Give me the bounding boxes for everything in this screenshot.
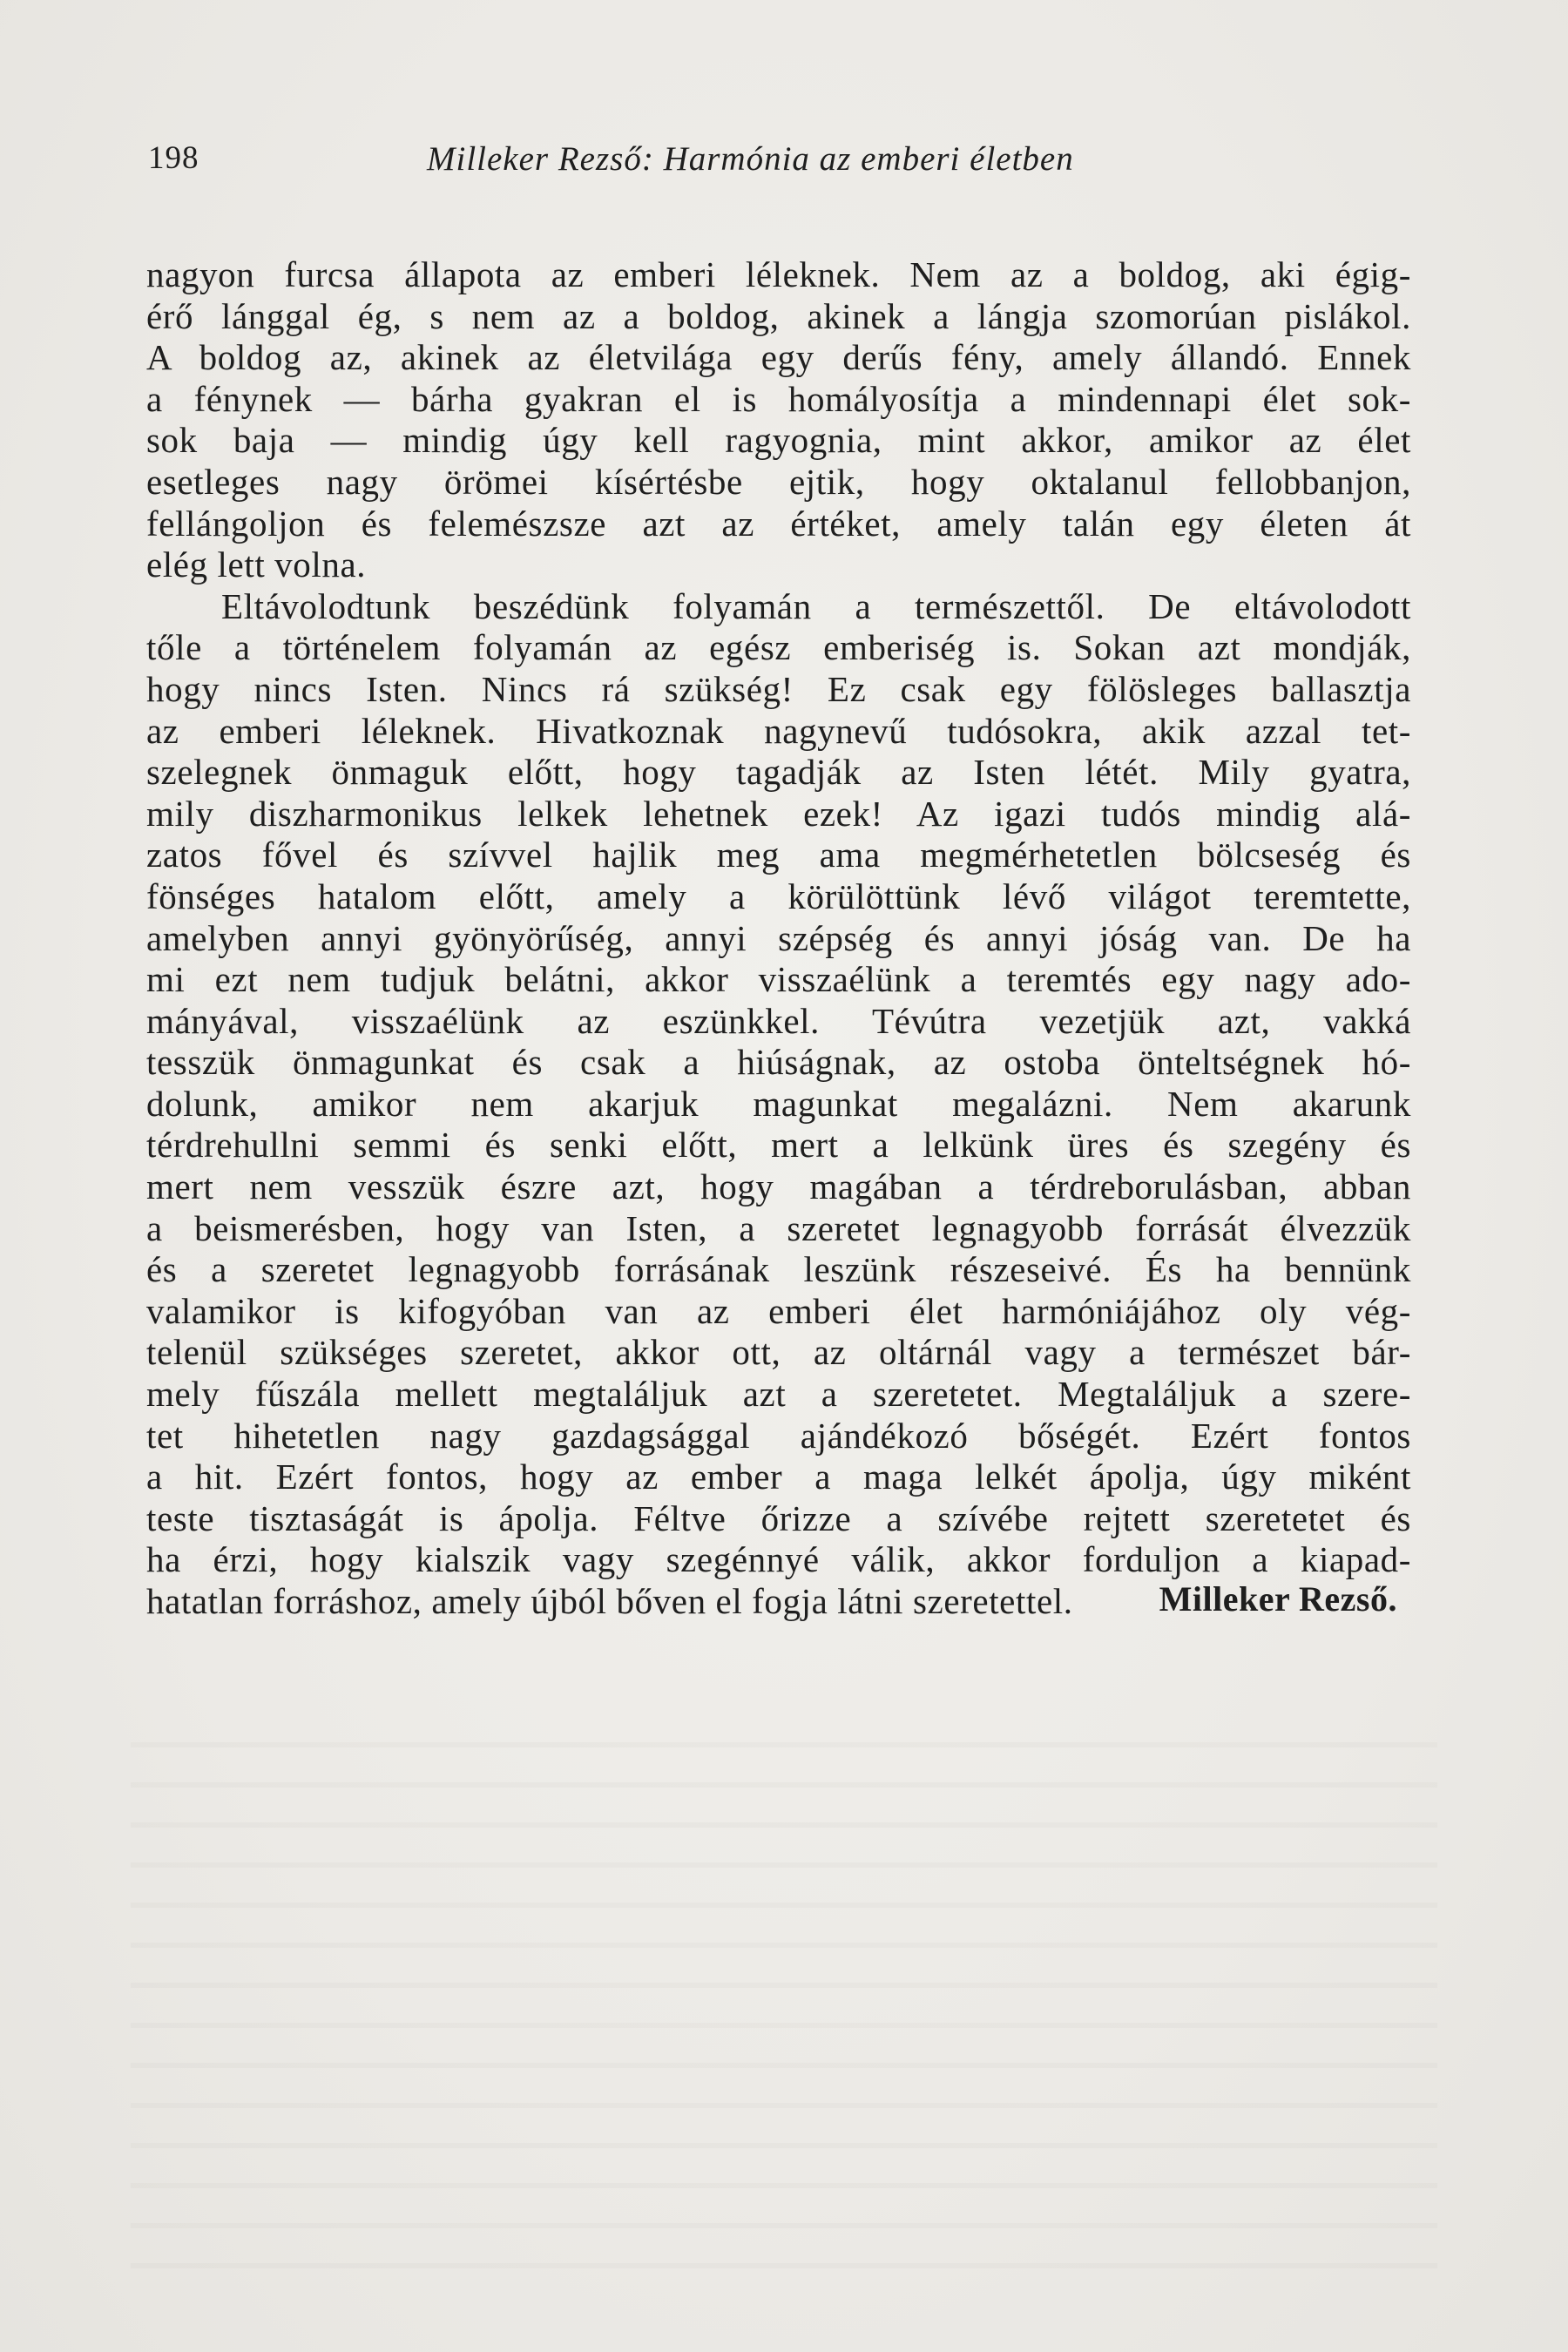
text-line: fellángoljon és felemészsze azt az értéket, amely talán egy életen át: [146, 503, 1411, 544]
page-number: 198: [148, 140, 199, 176]
text-line: telenül szükséges szeretet, akkor ott, az oltárnál vagy a természet bár-: [146, 1332, 1411, 1373]
text-line: mily diszharmonikus lelkek lehetnek ezek! Az igazi tudós mindig alá-: [146, 793, 1411, 834]
text-line: tet hihetetlen nagy gazdagsággal ajándékozó bőségét. Ezért fontos: [146, 1415, 1411, 1456]
show-through-texture: [131, 1707, 1437, 2274]
running-title: Milleker Rezső: Harmónia az emberi életben: [427, 140, 1074, 178]
paragraph: [146, 586, 1411, 1623]
text-line: érő lánggal ég, s nem az a boldog, akinek a lángja szomorúan pislákol.: [146, 295, 1411, 336]
text-line: fönséges hatalom előtt, amely a körülöttünk lévő világot teremtette,: [146, 875, 1411, 916]
text-line: a beismerésben, hogy van Isten, a szeretet legnagyobb forrását élvezzük: [146, 1207, 1411, 1248]
text-line: mely fűszála mellett megtaláljuk azt a szeretetet. Megtaláljuk a szere-: [146, 1374, 1411, 1415]
text-line: hogy nincs Isten. Nincs rá szükség! Ez csak egy fölösleges ballasztja: [146, 668, 1411, 709]
text-line: A boldog az, akinek az életvilága egy derűs fény, amely állandó. Ennek: [146, 337, 1411, 378]
text-line: valamikor is kifogyóban van az emberi élet harmóniájához oly vég-: [146, 1290, 1411, 1331]
running-header: [148, 132, 1429, 185]
text-line: nagyon furcsa állapota az emberi léleknek. Nem az a boldog, aki égig-: [146, 254, 1411, 294]
text-line: esetleges nagy örömei kísértésbe ejtik, hogy oktalanul fellobbanjon,: [146, 461, 1411, 502]
text-line: tőle a történelem folyamán az egész emberiség is. Sokan azt mondják,: [146, 627, 1411, 668]
text-line: amelyben annyi gyönyörűség, annyi szépség és annyi jóság van. De ha: [146, 917, 1411, 958]
text-line: Eltávolodtunk beszédünk folyamán a természettől. De eltávolodott: [221, 585, 1411, 626]
text-line: teste tisztaságát is ápolja. Féltve őrizze a szívébe rejtett szeretetet és: [146, 1497, 1411, 1538]
body-text: [146, 254, 1411, 1623]
text-line: elég lett volna.: [146, 544, 367, 585]
text-line: térdrehullni semmi és senki előtt, mert a lelkünk üres és szegény és: [146, 1125, 1411, 1166]
text-line: zatos fővel és szívvel hajlik meg ama megmérhetetlen bölcseség és: [146, 835, 1411, 875]
text-line: a hit. Ezért fontos, hogy az ember a maga lelkét ápolja, úgy miként: [146, 1456, 1411, 1497]
text-line: a fénynek — bárha gyakran el is homályosítja a mindennapi élet sok-: [146, 378, 1411, 419]
text-line: és a szeretet legnagyobb forrásának leszünk részeseivé. És ha bennünk: [146, 1249, 1411, 1290]
paragraph: [146, 254, 1411, 586]
author-signature: Milleker Rezső.: [1159, 1579, 1397, 1619]
text-line: az emberi léleknek. Hivatkoznak nagynevű tudósokra, akik azzal tet-: [146, 710, 1411, 751]
text-line: mert nem vesszük észre azt, hogy magában a térdreborulásban, abban: [146, 1166, 1411, 1207]
text-line: szelegnek önmaguk előtt, hogy tagadják az Isten létét. Mily gyatra,: [146, 752, 1411, 793]
text-line: ha érzi, hogy kialszik vagy szegénnyé válik, akkor forduljon a kiapad-: [146, 1539, 1411, 1580]
text-line: hatatlan forráshoz, amely újból bőven el fogja látni szeretettel.: [146, 1581, 1073, 1621]
text-line: mányával, visszaélünk az eszünkkel. Tévútra vezetjük azt, vakká: [146, 1000, 1411, 1041]
text-line: sok baja — mindig úgy kell ragyognia, mint akkor, amikor az élet: [146, 420, 1411, 461]
text-line: dolunk, amikor nem akarjuk magunkat megalázni. Nem akarunk: [146, 1083, 1411, 1124]
text-line: tesszük önmagunkat és csak a hiúságnak, az ostoba önteltségnek hó-: [146, 1042, 1411, 1083]
text-line: mi ezt nem tudjuk belátni, akkor visszaélünk a teremtés egy nagy ado-: [146, 959, 1411, 1000]
